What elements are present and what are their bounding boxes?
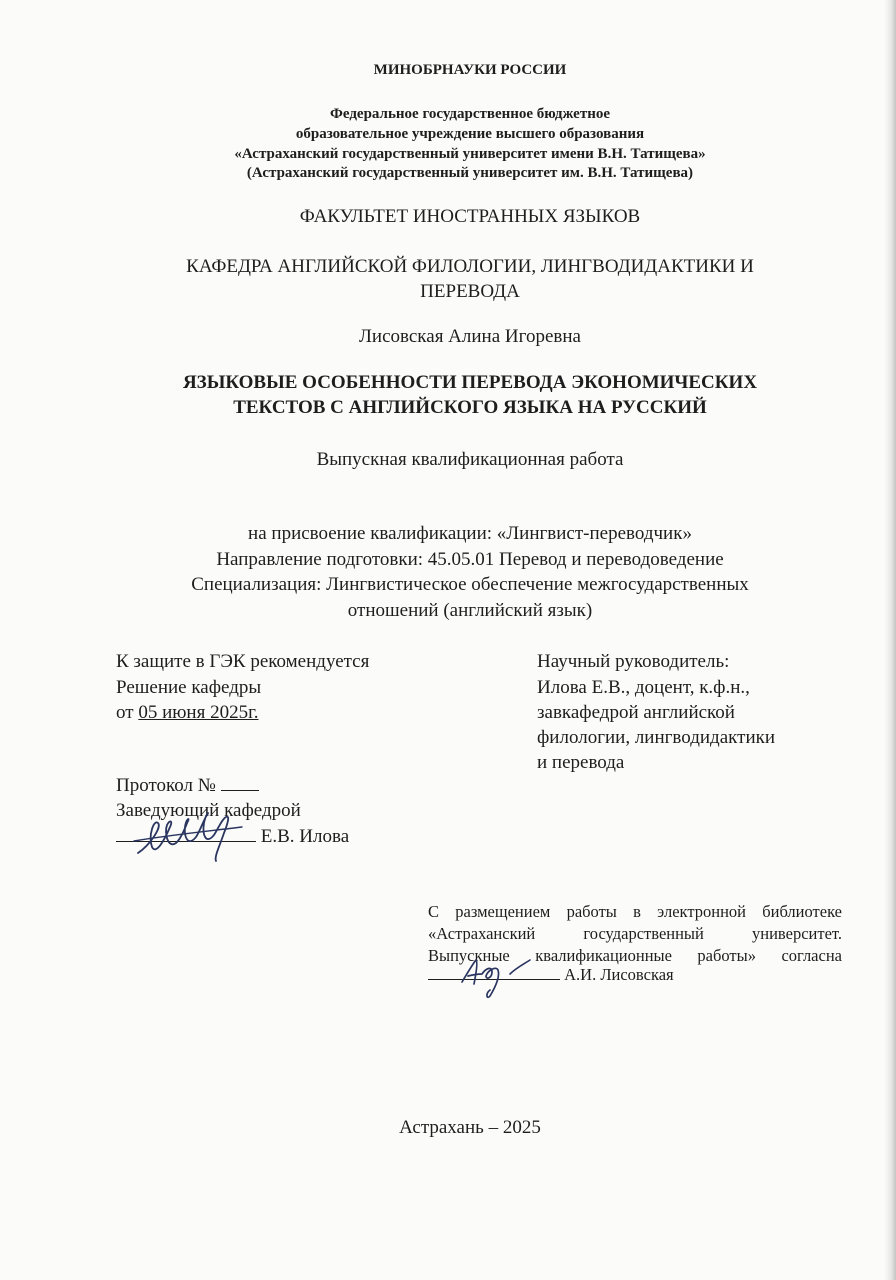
- scan-edge-shadow: [884, 0, 896, 1280]
- protocol-number-blank: [221, 775, 259, 791]
- consent-block: [428, 901, 842, 967]
- decision-date: 05 июня 2025г.: [138, 702, 259, 723]
- consent-signature-blank: [428, 966, 560, 980]
- decision-date-prefix: от: [116, 702, 134, 723]
- faculty-name: ФАКУЛЬТЕТ ИНОСТРАННЫХ ЯЗЫКОВ: [299, 206, 641, 227]
- head-name: Е.В. Илова: [260, 826, 350, 847]
- qualification-line-4: отношений (английский язык): [347, 600, 593, 621]
- protocol-line: [116, 775, 259, 797]
- consent-signature-line: [428, 965, 674, 985]
- department-decision-label: Решение кафедры: [116, 677, 262, 698]
- city-year: Астрахань – 2025: [399, 1117, 541, 1138]
- institution-line-2: образовательное учреждение высшего образования: [295, 126, 645, 142]
- qualification-line-1: на присвоение квалификации: «Лингвист-переводчик»: [248, 523, 692, 544]
- head-signature-blank: [116, 826, 256, 842]
- supervisor-label: Научный руководитель:: [537, 651, 730, 672]
- head-of-department-label: Заведующий кафедрой: [116, 800, 301, 821]
- head-signature-line: [116, 826, 349, 848]
- decision-date-line: [116, 702, 258, 724]
- protocol-label: Протокол №: [116, 775, 216, 796]
- institution-line-1: Федеральное государственное бюджетное: [329, 106, 611, 122]
- defense-recommendation: К защите в ГЭК рекомендуется: [116, 651, 370, 672]
- consent-line-3: Выпускные квалификационные работы» согласна: [428, 946, 842, 965]
- work-type: Выпускная квалификационная работа: [316, 449, 624, 470]
- supervisor-line-4: филологии, лингводидактики: [537, 727, 776, 748]
- department-line-1: КАФЕДРА АНГЛИЙСКОЙ ФИЛОЛОГИИ, ЛИНГВОДИДАКТИКИ И: [186, 256, 754, 277]
- consent-name: А.И. Лисовская: [564, 965, 674, 984]
- qualification-line-3: Специализация: Лингвистическое обеспечение межгосударственных: [191, 574, 749, 595]
- institution-line-4: (Астраханский государственный университет им. В.Н. Татищева): [246, 165, 694, 181]
- department-line-2: ПЕРЕВОДА: [420, 281, 520, 302]
- thesis-title-line-2: ТЕКСТОВ С АНГЛИЙСКОГО ЯЗЫКА НА РУССКИЙ: [233, 397, 707, 418]
- consent-line-2: «Астраханский государственный университет.: [428, 924, 842, 943]
- qualification-line-2: Направление подготовки: 45.05.01 Перевод и переводоведение: [216, 549, 724, 570]
- supervisor-line-3: завкафедрой английской: [537, 702, 735, 723]
- thesis-title-line-1: ЯЗЫКОВЫЕ ОСОБЕННОСТИ ПЕРЕВОДА ЭКОНОМИЧЕСКИХ: [182, 372, 758, 393]
- author-name: Лисовская Алина Игоревна: [359, 326, 581, 347]
- consent-line-1: С размещением работы в электронной библиотеке: [428, 902, 842, 921]
- supervisor-line-2: Илова Е.В., доцент, к.ф.н.,: [537, 677, 750, 698]
- ministry-heading: МИНОБРНАУКИ РОССИИ: [373, 62, 567, 78]
- supervisor-line-5: и перевода: [537, 752, 625, 773]
- institution-line-3: «Астраханский государственный университет имени В.Н. Татищева»: [234, 146, 706, 162]
